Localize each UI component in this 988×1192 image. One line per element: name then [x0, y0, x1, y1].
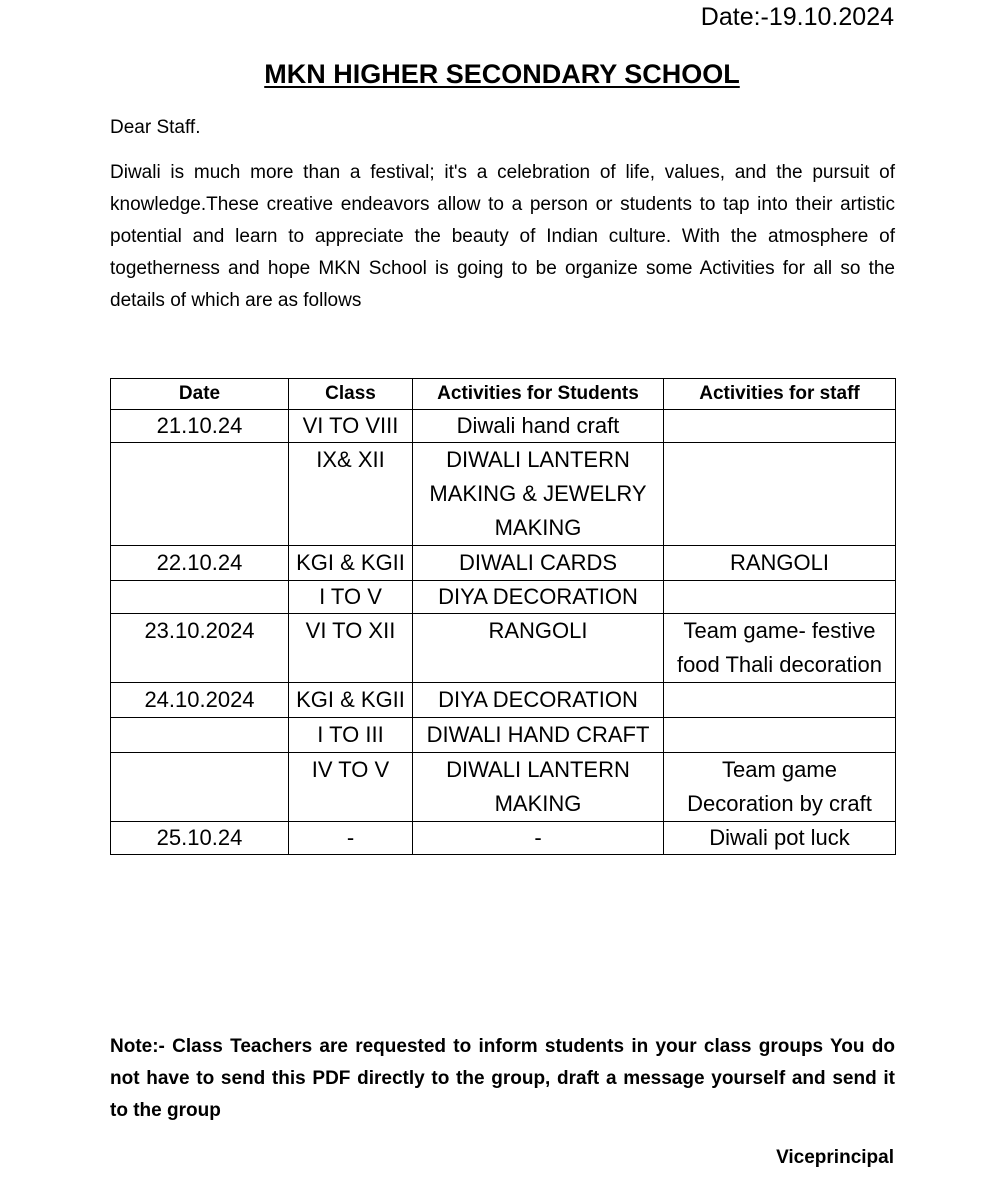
note-text: Note:- Class Teachers are requested to inform students in your class groups You do not have to send this PDF directly to the group, draft a message yourself and send it to the group — [110, 1036, 895, 1121]
cell-date — [111, 581, 289, 614]
table-row — [111, 753, 896, 822]
cell-date: 21.10.24 — [111, 410, 289, 443]
table-row — [111, 443, 896, 546]
cell-class: VI TO XII — [289, 614, 413, 683]
cell-date — [111, 718, 289, 753]
cell-date: 24.10.2024 — [111, 683, 289, 718]
cell-class: I TO V — [289, 581, 413, 614]
table-row — [111, 410, 896, 443]
cell-class: KGI & KGII — [289, 546, 413, 581]
table-row — [111, 718, 896, 753]
cell-student-activity: - — [413, 822, 664, 855]
letter-date: Date:-19.10.2024 — [700, 3, 894, 31]
cell-student-activity: RANGOLI — [413, 614, 664, 683]
cell-date: 22.10.24 — [111, 546, 289, 581]
cell-student-activity: DIWALI LANTERN MAKING — [413, 753, 664, 822]
cell-class: KGI & KGII — [289, 683, 413, 718]
cell-date: 23.10.2024 — [111, 614, 289, 683]
cell-date — [111, 753, 289, 822]
table-row — [111, 614, 896, 683]
cell-staff-activity: RANGOLI — [664, 546, 896, 581]
table-row — [111, 546, 896, 581]
cell-staff-activity — [664, 683, 896, 718]
header-date: Date — [111, 379, 289, 410]
cell-date: 25.10.24 — [111, 822, 289, 855]
cell-student-activity: Diwali hand craft — [413, 410, 664, 443]
cell-class: I TO III — [289, 718, 413, 753]
cell-class: - — [289, 822, 413, 855]
cell-student-activity: DIYA DECORATION — [413, 581, 664, 614]
activity-schedule-table — [110, 378, 896, 855]
letter-body: Diwali is much more than a festival; it's a celebration of life, values, and the pursuit of knowledge.These creative endeavors allow to a person or students to tap into their artistic potential and learn to appreciate the beauty of Indian culture. With the atmosphere of togetherness and hope MKN School is going to be organize some Activities for all so the details of which are as follows — [110, 162, 895, 311]
cell-class: VI TO VIII — [289, 410, 413, 443]
table-row — [111, 683, 896, 718]
cell-staff-activity: Team game Decoration by craft — [664, 753, 896, 822]
header-student-activities: Activities for Students — [413, 379, 664, 410]
school-name: MKN HIGHER SECONDARY SCHOOL — [264, 59, 740, 89]
cell-student-activity: DIYA DECORATION — [413, 683, 664, 718]
cell-class: IV TO V — [289, 753, 413, 822]
header-staff-activities: Activities for staff — [664, 379, 896, 410]
cell-staff-activity — [664, 718, 896, 753]
cell-date — [111, 443, 289, 546]
header-class: Class — [289, 379, 413, 410]
cell-staff-activity: Diwali pot luck — [664, 822, 896, 855]
cell-student-activity: DIWALI HAND CRAFT — [413, 718, 664, 753]
cell-student-activity: DIWALI CARDS — [413, 546, 664, 581]
table-row — [111, 581, 896, 614]
salutation: Dear Staff. — [110, 117, 201, 138]
school-title — [0, 56, 988, 92]
table-row — [111, 822, 896, 855]
cell-staff-activity — [664, 410, 896, 443]
signature: Viceprincipal — [776, 1147, 894, 1168]
cell-staff-activity: Team game- festive food Thali decoration — [664, 614, 896, 683]
cell-staff-activity — [664, 443, 896, 546]
table-header-row — [111, 379, 896, 410]
cell-staff-activity — [664, 581, 896, 614]
cell-class: IX& XII — [289, 443, 413, 546]
cell-student-activity: DIWALI LANTERN MAKING & JEWELRY MAKING — [413, 443, 664, 546]
